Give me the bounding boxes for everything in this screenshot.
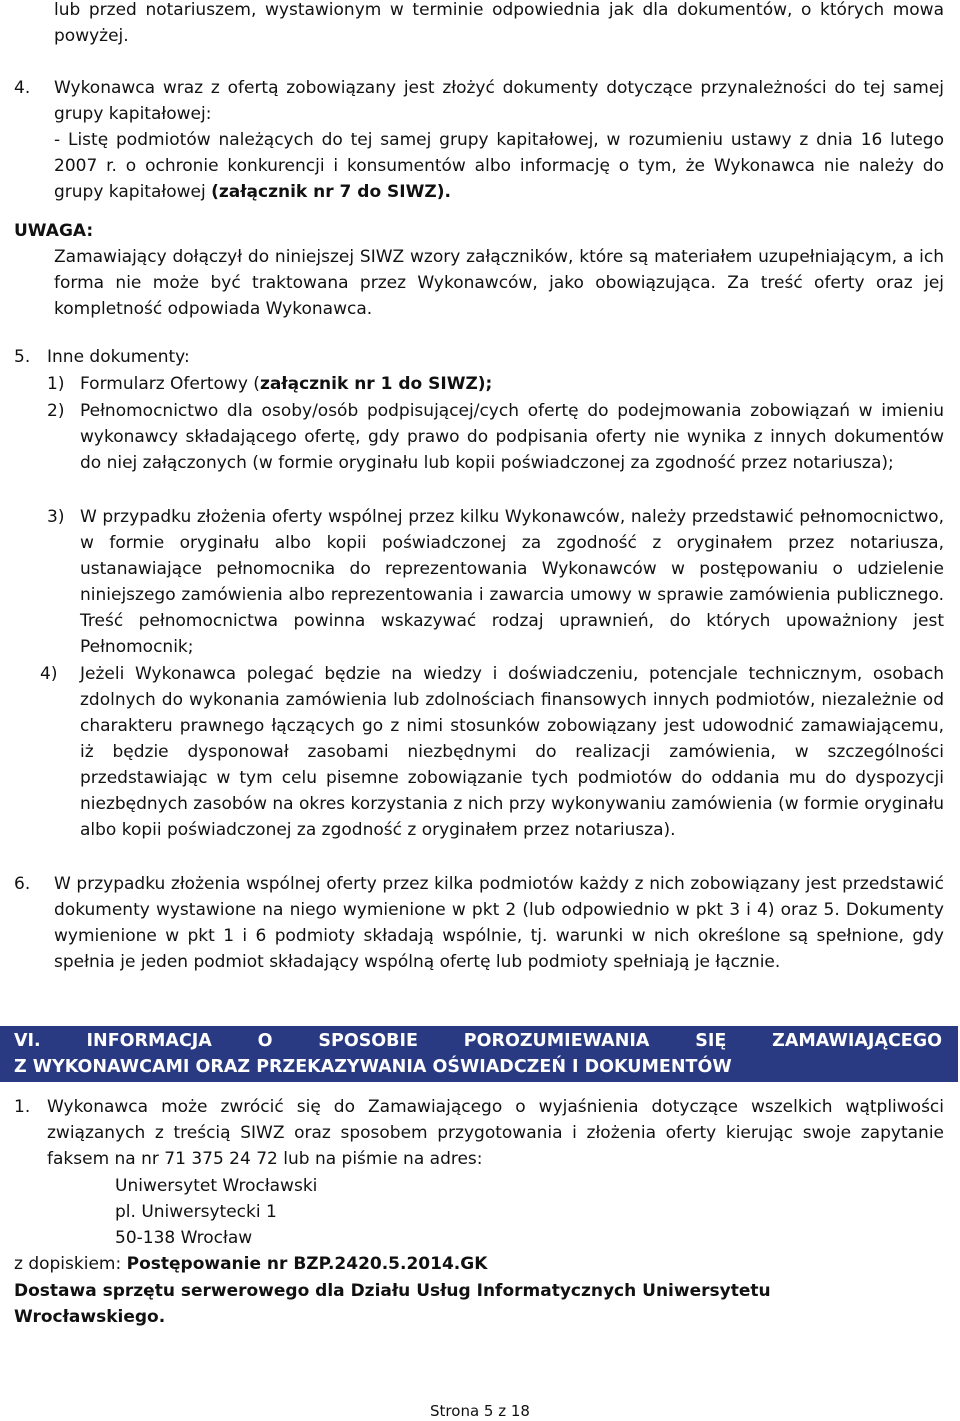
uwaga-label: UWAGA: (14, 221, 94, 241)
item-4-text: Wykonawca wraz z ofertą zobowiązany jest złożyć dokumenty dotyczące przynależności do tej samej grupy kapitałowej: (54, 78, 944, 124)
intro-paragraph: lub przed notariuszem, wystawionym w terminie odpowiednia jak dla dokumentów, o których mowa powyżej. (54, 0, 944, 46)
section-vi-heading-line-2: Z WYKONAWCAMI ORAZ PRZEKAZYWANIA OŚWIADCZEŃ I DOKUMENTÓW (14, 1057, 732, 1077)
item-5-title: Inne dokumenty: (47, 347, 190, 367)
item-4-subitem-attachment: (załącznik nr 7 do SIWZ). (211, 182, 451, 202)
item-5-3-number: 3) (47, 507, 65, 527)
item-5-number: 5. (14, 347, 31, 367)
section-vi-heading (0, 1026, 958, 1082)
item-5-1-text (80, 371, 944, 397)
item-4-number: 4. (14, 78, 31, 98)
item-5-1-attachment: załącznik nr 1 do SIWZ); (259, 374, 493, 394)
page-number-footer: Strona 5 z 18 (430, 1402, 530, 1420)
section-vi-item-1-number: 1. (14, 1097, 31, 1117)
address-line-3: 50-138 Wrocław (115, 1228, 253, 1248)
dopisek-value: Postępowanie nr BZP.2420.5.2014.GK (126, 1254, 488, 1274)
address-line-1: Uniwersytet Wrocławski (115, 1176, 318, 1196)
item-4-subitem (54, 127, 944, 205)
dopisek-label: z dopiskiem: (14, 1254, 127, 1274)
section-vi-heading-line-1: VI. INFORMACJA O SPOSOBIE POROZUMIEWANIA SIĘ ZAMAWIAJĄCEGO (14, 1031, 942, 1051)
section-vi-item-1-text: Wykonawca może zwrócić się do Zamawiającego o wyjaśnienia dotyczące wszelkich wątpliwości związanych z treścią SIWZ oraz sposobem przygotowania i złożenia oferty kierując swoje zapytanie faksem na nr 71 375 24 72 lub na piśmie na adres: (47, 1097, 944, 1169)
item-6-number: 6. (14, 874, 31, 894)
item-5-2-number: 2) (47, 401, 65, 421)
item-5-1-label: Formularz Ofertowy ( (80, 374, 260, 394)
item-5-4-number: 4) (40, 664, 58, 684)
delivery-title: Dostawa sprzętu serwerowego dla Działu Usług Informatycznych Uniwersytetu Wrocławskiego. (14, 1281, 771, 1327)
item-6-text: W przypadku złożenia wspólnej oferty przez kilka podmiotów każdy z nich zobowiązany jest przedstawić dokumenty wystawione na niego wymienione w pkt 2 (lub odpowiednio w pkt 3 i 4) oraz 5. Dokumenty wymienione w pkt 1 i 6 podmioty składają wspólnie, tj. warunki w nich określone są spełnione, gdy spełnia je jeden podmiot składający wspólną ofertę lub podmioty spełniają je łącznie. (54, 874, 944, 972)
item-5-3-text: W przypadku złożenia oferty wspólnej przez kilku Wykonawców, należy przedstawić pełnomocnictwo, w formie oryginału albo kopii poświadczonej za zgodność z oryginałem przez notariusza, ustanawiające pełnomocnika do reprezentowania Wykonawców w postępowaniu o udzielenie niniejszego zamówienia albo reprezentowania i zawarcia umowy w sprawie zamówienia publicznego. Treść pełnomocnictwa powinna wskazywać rodzaj uprawnień, do których upoważniony jest Pełnomocnik; (80, 507, 944, 657)
dopisek-line (14, 1251, 944, 1277)
item-5-4-text: Jeżeli Wykonawca polegać będzie na wiedzy i doświadczeniu, potencjale technicznym, osobach zdolnych do wykonania zamówienia lub zdolnościach finansowych innych podmiotów, niezależnie od charakteru prawnego łączących go z nimi stosunków zobowiązany jest udowodnić zamawiającemu, iż będzie dysponował zasobami niezbędnymi do realizacji zamówienia, w szczególności przedstawiając w tym celu pisemne zobowiązanie tych podmiotów do oddania mu do dyspozycji niezbędnych zasobów na okres korzystania z nich przy wykonywaniu zamówienia (w formie oryginału albo kopii poświadczonej za zgodność z oryginałem przez notariusza). (80, 664, 945, 840)
uwaga-text: Zamawiający dołączył do niniejszej SIWZ wzory załączników, które są materiałem uzupełniającym, a ich forma nie może być traktowana przez Wykonawców, jako obowiązująca. Za treść oferty oraz jej kompletność odpowiada Wykonawca. (54, 247, 944, 319)
item-4-subitem-text: - Listę podmiotów należących do tej samej grupy kapitałowej, w rozumieniu ustawy z dnia 16 lutego 2007 r. o ochronie konkurencji i konsumentów albo informację o tym, że Wykonawca nie należy do grupy kapitałowej (54, 130, 944, 202)
address-line-2: pl. Uniwersytecki 1 (115, 1202, 277, 1222)
item-5-1-number: 1) (47, 374, 65, 394)
item-5-2-text: Pełnomocnictwo dla osoby/osób podpisującej/cych ofertę do podejmowania zobowiązań w imieniu wykonawcy składającego ofertę, gdy prawo do podpisania oferty nie wynika z innych dokumentów do niej załączonych (w formie oryginału lub kopii poświadczonej za zgodność przez notariusza); (80, 401, 944, 473)
